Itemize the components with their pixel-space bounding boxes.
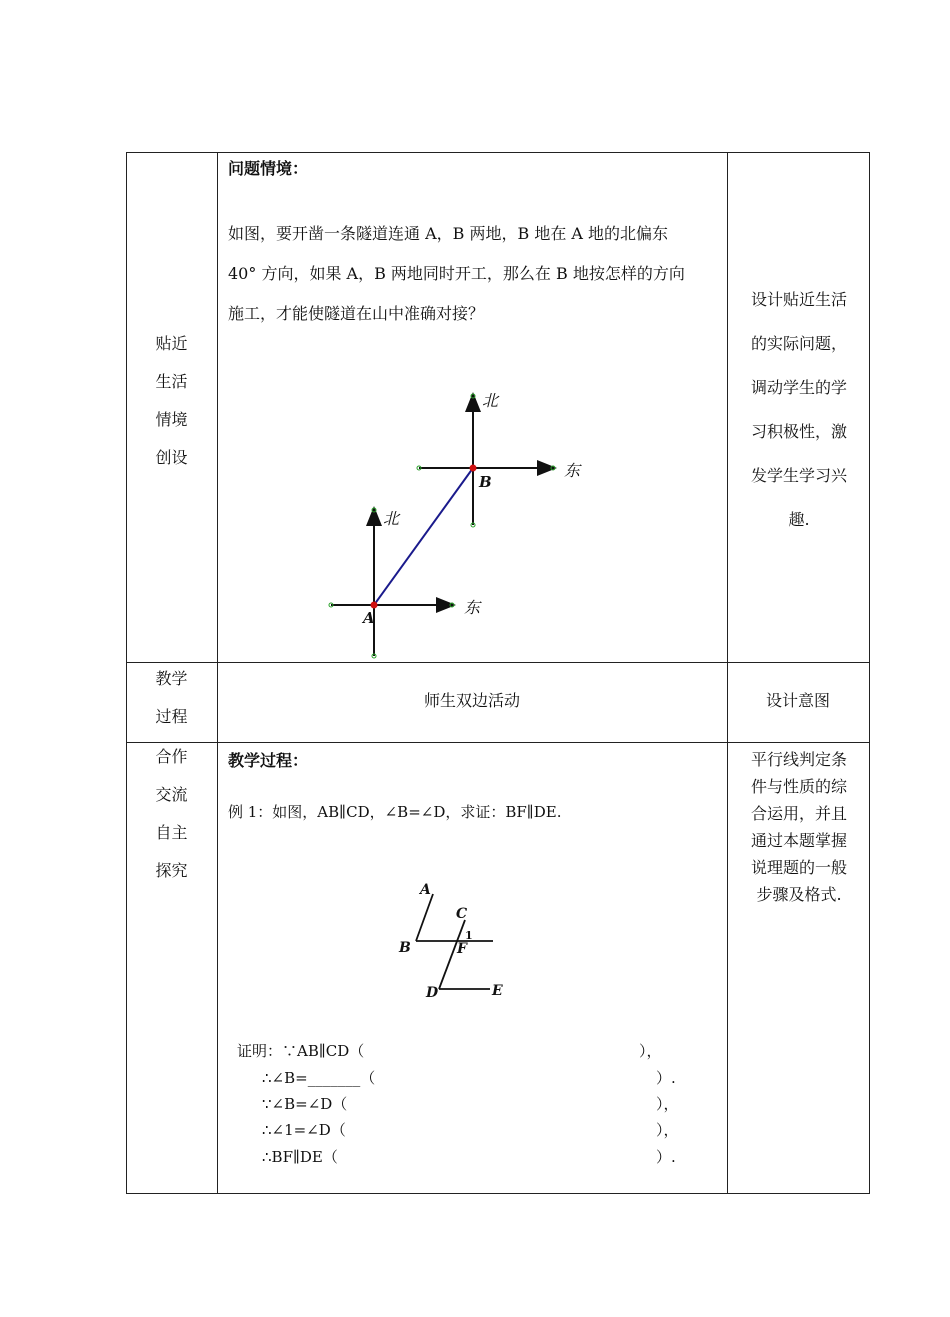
stage-line: 生活 — [155, 372, 188, 391]
activity-header: 师生双边活动 — [423, 691, 520, 710]
stage-line: 创设 — [155, 448, 188, 467]
example-statement: 例 1：如图，AB∥CD，∠B=∠D，求证：BF∥DE. — [228, 803, 562, 821]
row1-design-intent — [736, 278, 862, 542]
table-bottom-border — [126, 1193, 870, 1194]
intent-line: 说理题的一般 — [750, 858, 847, 877]
proof-close-1: ）， — [639, 1042, 662, 1060]
paragraph-line: 施工，才能使隧道在山中准确对接？ — [228, 304, 485, 323]
fig-label-b: B — [399, 940, 411, 956]
proof-close-5: ）. — [656, 1148, 676, 1166]
fig-label-f: F — [457, 941, 467, 957]
intent-line: 件与性质的综 — [750, 777, 847, 796]
segment-ab — [416, 894, 433, 941]
intent-line: 步骤及格式. — [756, 885, 842, 904]
teaching-heading: 教学过程： — [228, 751, 309, 770]
stage-line: 过程 — [155, 707, 188, 726]
label-east-b: 东 — [564, 461, 581, 480]
intent-header: 设计意图 — [765, 691, 830, 710]
paragraph-line: 如图，要开凿一条隧道连通 A，B 两地，B 地在 A 地的北偏东 — [228, 224, 669, 243]
proof-line-3: ∵∠B=∠D（ — [262, 1095, 348, 1113]
stage-line: 自主 — [155, 823, 188, 842]
row2-stage-label — [126, 660, 217, 736]
fig-label-d: D — [426, 985, 439, 1001]
proof-line-1: 证明：∵AB∥CD（ — [237, 1042, 365, 1060]
intent-line: 设计贴近生活 — [750, 290, 847, 309]
label-north-b: 北 — [482, 391, 499, 410]
label-point-b: B — [479, 473, 492, 491]
fig-label-c: C — [456, 906, 468, 922]
stage-line: 贴近 — [155, 334, 188, 353]
proof-line-5: ∴BF∥DE（ — [262, 1148, 338, 1166]
point-a — [371, 602, 378, 609]
fig-label-e: E — [492, 983, 503, 999]
row-divider-2 — [126, 742, 870, 743]
intent-line: 平行线判定条 — [750, 750, 847, 769]
stage-line: 情境 — [155, 410, 188, 429]
paragraph-line: 40° 方向，如果 A，B 两地同时开工，那么在 B 地按怎样的方向 — [228, 264, 685, 283]
proof-line-2: ∴∠B=_______（ — [262, 1069, 376, 1087]
row3-stage-label — [126, 738, 217, 890]
tunnel-line — [374, 468, 473, 605]
proof-close-4: ）， — [656, 1121, 679, 1139]
stage-line: 交流 — [155, 785, 188, 804]
stage-line: 教学 — [155, 669, 188, 688]
stage-line: 合作 — [155, 747, 188, 766]
proof-close-3: ）， — [656, 1095, 679, 1113]
intent-line: 的实际问题， — [750, 334, 847, 353]
label-point-a: A — [363, 609, 375, 627]
intent-line: 习积极性，激 — [750, 422, 847, 441]
row3-design-intent — [736, 746, 862, 908]
intent-line: 调动学生的学 — [750, 378, 847, 397]
intent-line: 合运用，并且 — [750, 804, 847, 823]
label-east-a: 东 — [464, 598, 481, 617]
stage-line: 探究 — [155, 861, 188, 880]
intent-line: 趣. — [788, 510, 810, 529]
label-north-a: 北 — [383, 509, 400, 528]
intent-line: 发学生学习兴 — [750, 466, 847, 485]
point-b — [470, 465, 477, 472]
problem-heading: 问题情境： — [228, 159, 309, 178]
fig-label-a: A — [420, 882, 431, 898]
intent-line: 通过本题掌握 — [750, 831, 847, 850]
proof-line-4: ∴∠1=∠D（ — [262, 1121, 346, 1139]
fig-label-1: 1 — [465, 929, 473, 942]
proof-close-2: ）. — [656, 1069, 676, 1087]
